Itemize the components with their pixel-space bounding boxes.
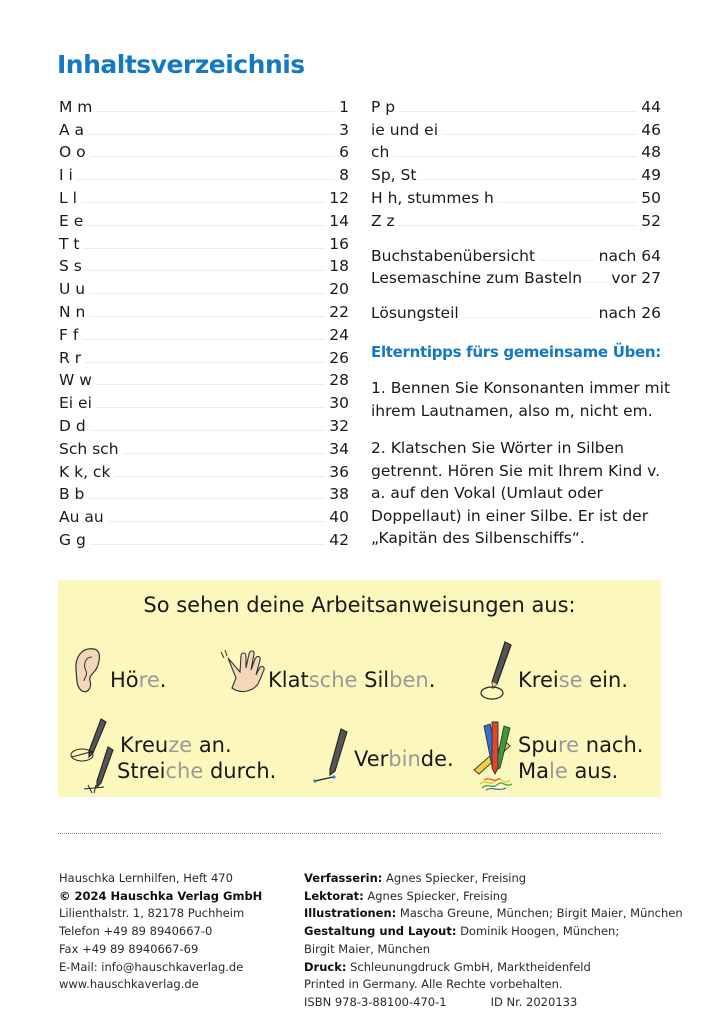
toc-entry-label: Z z <box>371 211 395 230</box>
toc-entry-page: 18 <box>329 257 349 276</box>
toc-leader-line <box>399 111 637 112</box>
imprint-email-link[interactable]: E-Mail: info@hauschkaverlag.de <box>59 959 244 974</box>
toc-entry[interactable] <box>59 526 349 549</box>
toc-entry-page: vor 27 <box>611 269 661 288</box>
imprint-isbn: ISBN 978-3-88100-470-1 ID Nr. 2020133 <box>304 994 578 1009</box>
toc-entry-label: U u <box>59 280 86 299</box>
toc-leader-line <box>442 134 637 135</box>
parent-tips-heading: Elterntipps fürs gemeinsame Üben: <box>371 343 661 361</box>
imprint-layout: Gestaltung und Layout: Dominik Hoogen, München; <box>304 924 620 939</box>
toc-entry-page: 16 <box>329 234 349 253</box>
toc-entry-page: 6 <box>339 143 349 162</box>
toc-leader-line <box>85 362 325 363</box>
toc-entry-label: F f <box>59 325 79 344</box>
toc-entry-page: 26 <box>329 348 349 367</box>
instructions-title: So sehen deine Arbeitsanweisungen aus: <box>143 593 576 617</box>
toc-entry-label: I i <box>59 166 73 185</box>
toc-entry-label: O o <box>59 143 86 162</box>
toc-entry-page: 28 <box>329 371 349 390</box>
toc-entry-label: B b <box>59 485 85 504</box>
toc-entry-label: Ei ei <box>59 394 92 413</box>
instruction-spure: Spure nach. <box>518 733 644 757</box>
toc-entry-page: 36 <box>329 462 349 481</box>
toc-leader-line <box>77 179 335 180</box>
instruction-kreise: Kreise ein. <box>518 668 628 692</box>
toc-right-column <box>371 93 661 322</box>
imprint-illustrations: Illustrationen: Mascha Greune, München; Birgit Maier, München <box>304 906 683 921</box>
toc-entry[interactable] <box>59 412 349 435</box>
toc-entry-page: 52 <box>641 211 661 230</box>
toc-entry-label: N n <box>59 302 86 321</box>
toc-entry-page: 38 <box>329 485 349 504</box>
toc-entry-page: nach 64 <box>598 246 661 265</box>
page-title: Inhaltsverzeichnis <box>57 50 305 79</box>
parent-tip-2: 2. Klatschen Sie Wörter in Silben getrennt. Hören Sie mit Ihrem Kind v. a. auf den Vokal (Umlaut oder Doppellaut) in einer Silbe. Er ist der „Kapitän des Silbenschiffs“. <box>371 439 661 547</box>
imprint-rights: Printed in Germany. Alle Rechte vorbehalten. <box>304 977 563 992</box>
toc-entry-page: nach 26 <box>598 304 661 323</box>
pencil-connect-icon <box>313 727 353 785</box>
toc-entry-label: A a <box>59 120 85 139</box>
toc-entry[interactable] <box>371 265 661 288</box>
toc-entry-label: R r <box>59 348 82 367</box>
toc-entry[interactable] <box>371 184 661 207</box>
imprint-copyright: © 2024 Hauschka Verlag GmbH <box>59 888 263 903</box>
colored-pencils-icon <box>470 720 520 792</box>
instruction-hoere: Höre. <box>110 668 167 692</box>
toc-entry-label: S s <box>59 257 82 276</box>
ear-icon <box>72 645 104 695</box>
toc-leader-line <box>393 156 637 157</box>
toc-entry[interactable] <box>59 253 349 276</box>
imprint-editor: Lektorat: Agnes Spiecker, Freising <box>304 888 508 903</box>
toc-entry-label: E e <box>59 211 84 230</box>
toc-entry[interactable] <box>59 230 349 253</box>
imprint-print: Druck: Schleunungdruck GmbH, Marktheidenfeld <box>304 959 591 974</box>
toc-entry[interactable] <box>59 298 349 321</box>
toc-leader-line <box>82 339 325 340</box>
toc-leader-line <box>96 407 325 408</box>
imprint-phone: Telefon +49 89 8940667-0 <box>59 924 213 939</box>
instruction-male: Male aus. <box>518 759 619 783</box>
instruction-kreuze: Kreuze an. <box>120 733 232 757</box>
instructions-panel <box>58 580 661 797</box>
toc-entry[interactable] <box>371 242 661 265</box>
toc-entry-page: 48 <box>641 143 661 162</box>
toc-leader-line <box>88 498 325 499</box>
toc-entry-label: M m <box>59 97 93 116</box>
toc-entry-label: H h, stummes h <box>371 188 494 207</box>
toc-leader-line <box>90 544 325 545</box>
imprint-address: Lilienthalstr. 1, 82178 Puchheim <box>59 906 245 921</box>
toc-leader-line <box>399 225 638 226</box>
toc-entry-page: 1 <box>339 97 349 116</box>
toc-entry-page: 44 <box>641 97 661 116</box>
imprint-author: Verfasserin: Agnes Spiecker, Freising <box>304 871 527 885</box>
toc-entry[interactable] <box>59 367 349 390</box>
toc-entry-page: 24 <box>329 325 349 344</box>
toc-entry-label: T t <box>59 234 80 253</box>
toc-leader-line <box>420 179 637 180</box>
imprint-website-link[interactable]: www.hauschkaverlag.de <box>59 977 199 992</box>
toc-entry-label: ch <box>371 143 390 162</box>
toc-leader-line <box>96 111 335 112</box>
toc-entry[interactable] <box>59 116 349 139</box>
toc-entry-page: 49 <box>641 166 661 185</box>
toc-leader-line <box>89 316 325 317</box>
toc-leader-line <box>88 134 335 135</box>
toc-entry-page: 32 <box>329 416 349 435</box>
toc-entry[interactable] <box>371 139 661 162</box>
toc-entry-page: 8 <box>339 166 349 185</box>
instruction-verbinde: Verbinde. <box>354 747 454 771</box>
toc-entry[interactable] <box>59 93 349 116</box>
toc-entry-page: 30 <box>329 394 349 413</box>
toc-entry-page: 50 <box>641 188 661 207</box>
toc-entry-page: 20 <box>329 280 349 299</box>
toc-entry-page: 40 <box>329 508 349 527</box>
toc-entry[interactable] <box>59 481 349 504</box>
toc-entry-label: W w <box>59 371 92 390</box>
toc-leader-line <box>96 384 325 385</box>
toc-entry[interactable] <box>59 184 349 207</box>
toc-entry[interactable] <box>59 435 349 458</box>
toc-entry-label: Sp, St <box>371 166 417 185</box>
toc-leader-line <box>81 202 325 203</box>
toc-leader-line <box>86 270 325 271</box>
toc-leader-line <box>83 248 325 249</box>
toc-leader-line <box>87 225 325 226</box>
toc-entry[interactable] <box>59 207 349 230</box>
toc-entry[interactable] <box>59 503 349 526</box>
toc-entry[interactable] <box>59 275 349 298</box>
toc-entry[interactable] <box>59 139 349 162</box>
toc-entry[interactable] <box>59 344 349 367</box>
parent-tip-1: 1. Bennen Sie Konsonanten immer mit ihrem Lautnamen, also m, nicht em. <box>371 379 671 420</box>
toc-leader-line <box>90 156 336 157</box>
toc-entry-page: 46 <box>641 120 661 139</box>
instruction-streiche: Streiche durch. <box>117 759 277 783</box>
toc-leader-line <box>123 453 326 454</box>
toc-leader-line <box>586 282 607 283</box>
toc-entry[interactable] <box>59 321 349 344</box>
toc-entry[interactable] <box>59 458 349 481</box>
toc-entry-label: Au au <box>59 508 104 527</box>
toc-leader-line <box>114 476 325 477</box>
toc-leader-line <box>89 293 325 294</box>
toc-left-column <box>59 93 349 549</box>
dotted-separator <box>58 833 661 834</box>
imprint-series: Hauschka Lernhilfen, Heft 470 <box>59 871 233 885</box>
toc-entry-label: Sch sch <box>59 439 119 458</box>
toc-entry[interactable] <box>371 93 661 116</box>
toc-entry-label: P p <box>371 97 396 116</box>
toc-entry-label: D d <box>59 416 86 435</box>
toc-entry[interactable] <box>371 207 661 230</box>
toc-entry-label: K k, ck <box>59 462 111 481</box>
toc-entry-label: Lösungsteil <box>371 304 459 323</box>
toc-entry-page: 12 <box>329 188 349 207</box>
toc-entry-label: L l <box>59 188 77 207</box>
toc-entry[interactable] <box>371 161 661 184</box>
toc-entry-page: 42 <box>329 530 349 549</box>
clapping-hands-icon <box>218 648 268 694</box>
toc-entry[interactable] <box>59 389 349 412</box>
toc-entry-label: Buchstabenübersicht <box>371 246 536 265</box>
toc-entry-page: 22 <box>329 302 349 321</box>
toc-entry-label: Lesemaschine zum Basteln <box>371 269 583 288</box>
toc-entry[interactable] <box>59 161 349 184</box>
toc-entry-page: 3 <box>339 120 349 139</box>
toc-entry[interactable] <box>371 116 661 139</box>
toc-entry-solutions[interactable] <box>371 299 661 322</box>
imprint-publisher <box>59 870 262 994</box>
pencil-cross-strike-icon <box>68 717 118 795</box>
imprint-layout-cont: Birgit Maier, München <box>304 941 431 956</box>
toc-leader-line <box>90 430 326 431</box>
toc-entry-page: 34 <box>329 439 349 458</box>
imprint-fax: Fax +49 89 8940667-69 <box>59 941 199 956</box>
toc-leader-line <box>539 260 595 261</box>
toc-leader-line <box>498 202 637 203</box>
toc-leader-line <box>108 521 326 522</box>
toc-leader-line <box>463 317 595 318</box>
toc-entry-label: ie und ei <box>371 120 439 139</box>
toc-entry-page: 14 <box>329 211 349 230</box>
pencil-circle-icon <box>478 640 514 702</box>
imprint-credits <box>304 870 683 1012</box>
toc-entry-label: G g <box>59 530 86 549</box>
instruction-klatsche: Klatsche Silben. <box>268 668 436 692</box>
